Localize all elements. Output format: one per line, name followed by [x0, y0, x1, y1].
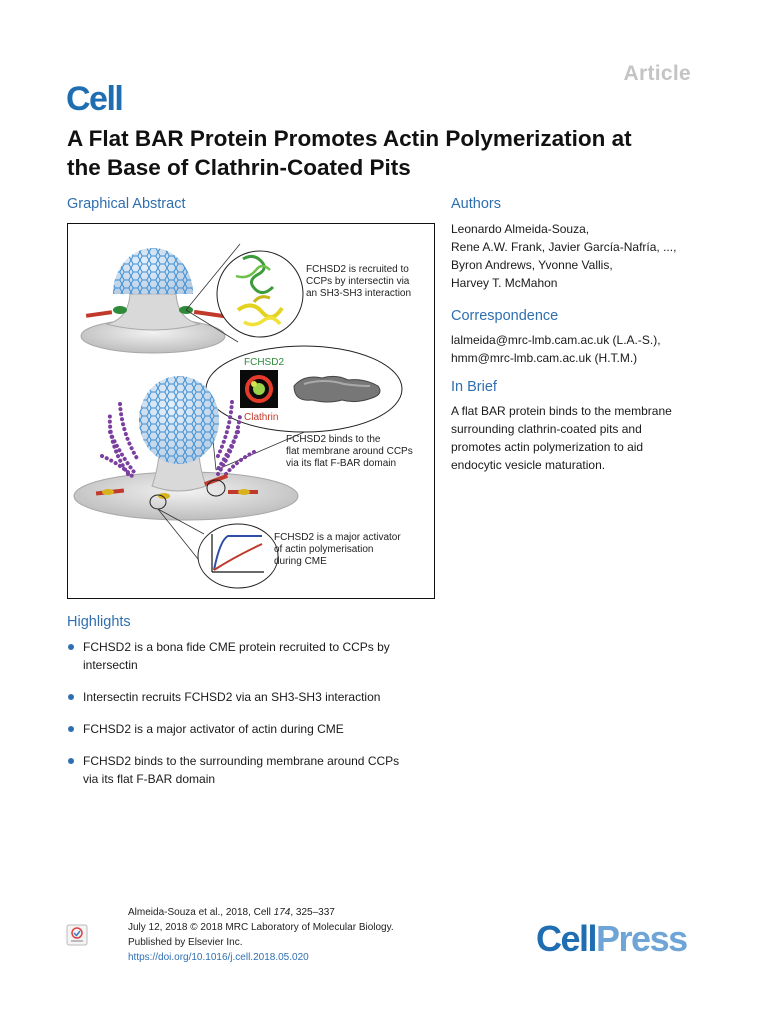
in-brief-line-1: A flat BAR protein binds to the membrane [451, 404, 672, 418]
citation-line [128, 905, 394, 920]
copyright-line: July 12, 2018 © 2018 MRC Laboratory of Molecular Biology. [128, 922, 394, 933]
citation-block [128, 905, 394, 965]
authors-line-1: Leonardo Almeida-Souza, [451, 222, 590, 236]
cellpress-logo-press: Press [596, 918, 687, 959]
in-brief-text [451, 402, 711, 474]
highlight-2-line-1: Intersectin recruits FCHSD2 via an SH3-SH3 interaction [83, 690, 381, 704]
doi-link[interactable]: https://doi.org/10.1016/j.cell.2018.05.020 [128, 952, 309, 963]
ga-label-2-line-2: flat membrane around CCPs [286, 446, 413, 457]
authors-line-3: Byron Andrews, Yvonne Vallis, [451, 258, 613, 272]
ga-label-3-line-2: of actin polymerisation [274, 544, 374, 555]
highlight-item [67, 752, 447, 788]
in-brief-line-3: promotes actin polymerization to aid [451, 440, 644, 454]
cell-journal-logo: Cell [66, 80, 123, 118]
highlight-item [67, 638, 447, 674]
ga-label-2-line-1: FCHSD2 binds to the [286, 434, 381, 445]
authors-heading: Authors [451, 196, 501, 212]
highlight-1-line-1: FCHSD2 is a bona fide CME protein recruited to CCPs by [83, 640, 390, 654]
graphical-abstract-illustration [68, 224, 433, 597]
title-line-1: A Flat BAR Protein Promotes Actin Polymerization at [67, 126, 632, 151]
crossmark-icon[interactable] [66, 924, 88, 946]
in-brief-heading: In Brief [451, 379, 497, 395]
highlight-item [67, 688, 447, 706]
in-brief-line-2: surrounding clathrin-coated pits and [451, 422, 642, 436]
actin-kinetics-inset [158, 509, 278, 588]
publisher-line: Published by Elsevier Inc. [128, 937, 243, 948]
highlight-4-line-1: FCHSD2 binds to the surrounding membrane around CCPs [83, 754, 400, 768]
highlights-heading: Highlights [67, 614, 131, 630]
cellpress-logo [536, 918, 687, 960]
clathrin-image-label: Clathrin [244, 412, 279, 423]
ga-label-3-line-3: during CME [274, 556, 327, 567]
article-label: Article [623, 62, 691, 85]
ga-label-1-line-3: an SH3-SH3 interaction [306, 288, 412, 299]
fchsd2-image-label: FCHSD2 [244, 357, 285, 368]
graphical-abstract-heading: Graphical Abstract [67, 196, 186, 212]
highlights-list [67, 638, 447, 802]
bullet-icon [68, 694, 74, 700]
correspondence-heading: Correspondence [451, 308, 559, 324]
bullet-icon [68, 726, 74, 732]
cellpress-logo-cell: Cell [536, 918, 597, 959]
in-brief-line-4: endocytic vesicle maturation. [451, 458, 606, 472]
bullet-icon [68, 758, 74, 764]
correspondence-emails [451, 331, 721, 367]
ga-label-1-line-1: FCHSD2 is recruited to [306, 264, 409, 275]
authors-line-4: Harvey T. McMahon [451, 276, 558, 290]
bullet-icon [68, 644, 74, 650]
ga-label-3-line-1: FCHSD2 is a major activator [274, 532, 401, 543]
title-line-2: the Base of Clathrin-Coated Pits [67, 155, 411, 180]
page-title [67, 124, 707, 182]
citation-volume: 174 [273, 907, 291, 918]
highlight-4-line-2: via its flat F-BAR domain [83, 772, 216, 786]
authors-line-2: Rene A.W. Frank, Javier García-Nafría, ..., [451, 240, 677, 254]
highlight-1-line-2: intersectin [83, 658, 138, 672]
citation-prefix: Almeida-Souza et al., 2018, Cell [128, 907, 274, 918]
correspondence-email-2[interactable]: hmm@mrc-lmb.cam.ac.uk (H.T.M.) [451, 351, 638, 365]
highlight-item [67, 720, 447, 738]
ga-label-1-line-2: CCPs by intersectin via [306, 276, 410, 287]
ga-label-2-line-3: via its flat F-BAR domain [286, 458, 397, 469]
highlight-3-line-1: FCHSD2 is a major activator of actin during CME [83, 722, 344, 736]
graphical-abstract-figure [67, 223, 435, 599]
citation-pages: , 325–337 [290, 907, 335, 918]
correspondence-email-1[interactable]: lalmeida@mrc-lmb.cam.ac.uk (L.A.-S.), [451, 333, 661, 347]
top-pit-illustration [81, 248, 225, 353]
authors-list [451, 220, 721, 292]
